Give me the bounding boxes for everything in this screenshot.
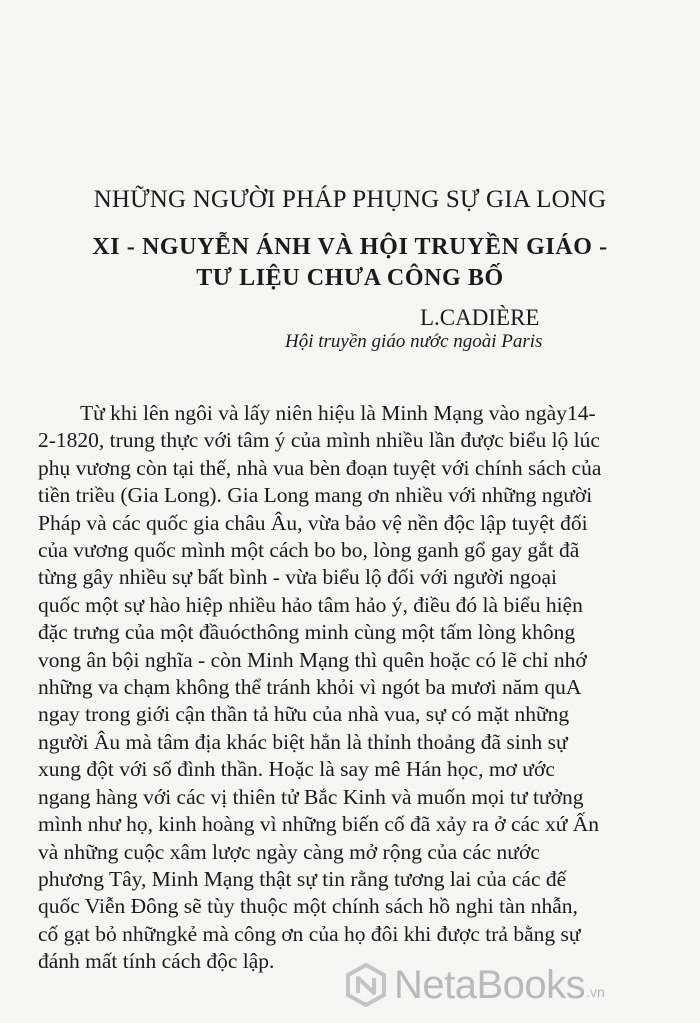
- body-line: Từ khi lên ngôi và lấy niên hiệu là Minh Mạng vào ngày14-: [80, 401, 596, 425]
- body-line: từng gây nhiều sự bất bình - vừa biểu lộ đối với người ngoại: [38, 565, 557, 590]
- body-line: phụ vương còn tại thế, nhà vua bèn đoạn tuyệt với chính sách của: [38, 455, 602, 480]
- body-line: của vương quốc mình một cách bo bo, lòng ganh gổ gay gắt đã: [38, 538, 580, 563]
- body-line: tiền triều (Gia Long). Gia Long mang ơn nhiều với những người: [38, 483, 593, 508]
- body-line: những va chạm không thể tránh khỏi vì ngót ba mươi năm quA: [38, 675, 582, 700]
- body-line: người Âu mà tâm địa khác biệt hẳn là thỉnh thoảng đã sinh sự: [38, 729, 568, 754]
- body-line: quốc một sự hào hiệp nhiều hảo tâm hảo ý, điều đó là biểu hiện: [38, 592, 583, 617]
- n-logo-icon: [344, 963, 388, 1007]
- chapter-title-line-2: TƯ LIỆU CHƯA CÔNG BỐ: [196, 265, 504, 291]
- body-line: và những cuộc xâm lược ngày càng mở rộng của các nước: [38, 839, 540, 864]
- body-line: 2-1820, trung thực với tâm ý của mình nhiều lần được biểu lộ lúc: [38, 428, 600, 453]
- body-line: ngay trong giới cận thần tả hữu của nhà vua, sự có mặt những: [38, 702, 570, 727]
- body-line: Pháp và các quốc gia châu Âu, vừa bảo vệ nền độc lập tuyệt đối: [38, 510, 588, 535]
- series-title: NHỮNG NGƯỜI PHÁP PHỤNG SỰ GIA LONG: [93, 186, 607, 213]
- body-line: đặc trưng của một đầuócthông minh cùng một tấm lòng không: [38, 620, 576, 645]
- body-line: ngang hàng với các vị thiên tử Bắc Kinh và muốn mọi tư tưởng: [38, 784, 584, 809]
- body-line: vong ân bội nghĩa - còn Minh Mạng thì quên hoặc có lẽ chỉ nhớ: [38, 647, 587, 672]
- author-name: L.CADIÈRE: [420, 305, 540, 330]
- watermark-suffix: .vn: [586, 984, 605, 1000]
- body-line: mình như họ, kinh hoàng vì những biến cố đã xảy ra ở các xứ Ấn: [38, 812, 600, 837]
- body-line: quốc Viễn Đông sẽ tùy thuộc một chính sách hồ nghi tàn nhẫn,: [38, 894, 578, 919]
- watermark-brand: NetaBooks: [394, 962, 586, 1007]
- author-affiliation: Hội truyền giáo nước ngoài Paris: [285, 331, 543, 352]
- body-line: xung đột với số đình thần. Hoặc là say mê Hán học, mơ ước: [38, 757, 555, 782]
- netabooks-watermark: [344, 960, 605, 1010]
- body-paragraph: [38, 400, 618, 976]
- chapter-title-line-1: XI - NGUYỄN ÁNH VÀ HỘI TRUYỀN GIÁO -: [92, 234, 608, 260]
- body-line: cố gạt bỏ nhữngkẻ mà công ơn của họ đôi khi được trả bằng sự: [38, 921, 581, 946]
- body-line: đánh mất tính cách độc lập.: [38, 949, 275, 974]
- body-line: phương Tây, Minh Mạng thật sự tin rằng tương lai của các đế: [38, 866, 567, 891]
